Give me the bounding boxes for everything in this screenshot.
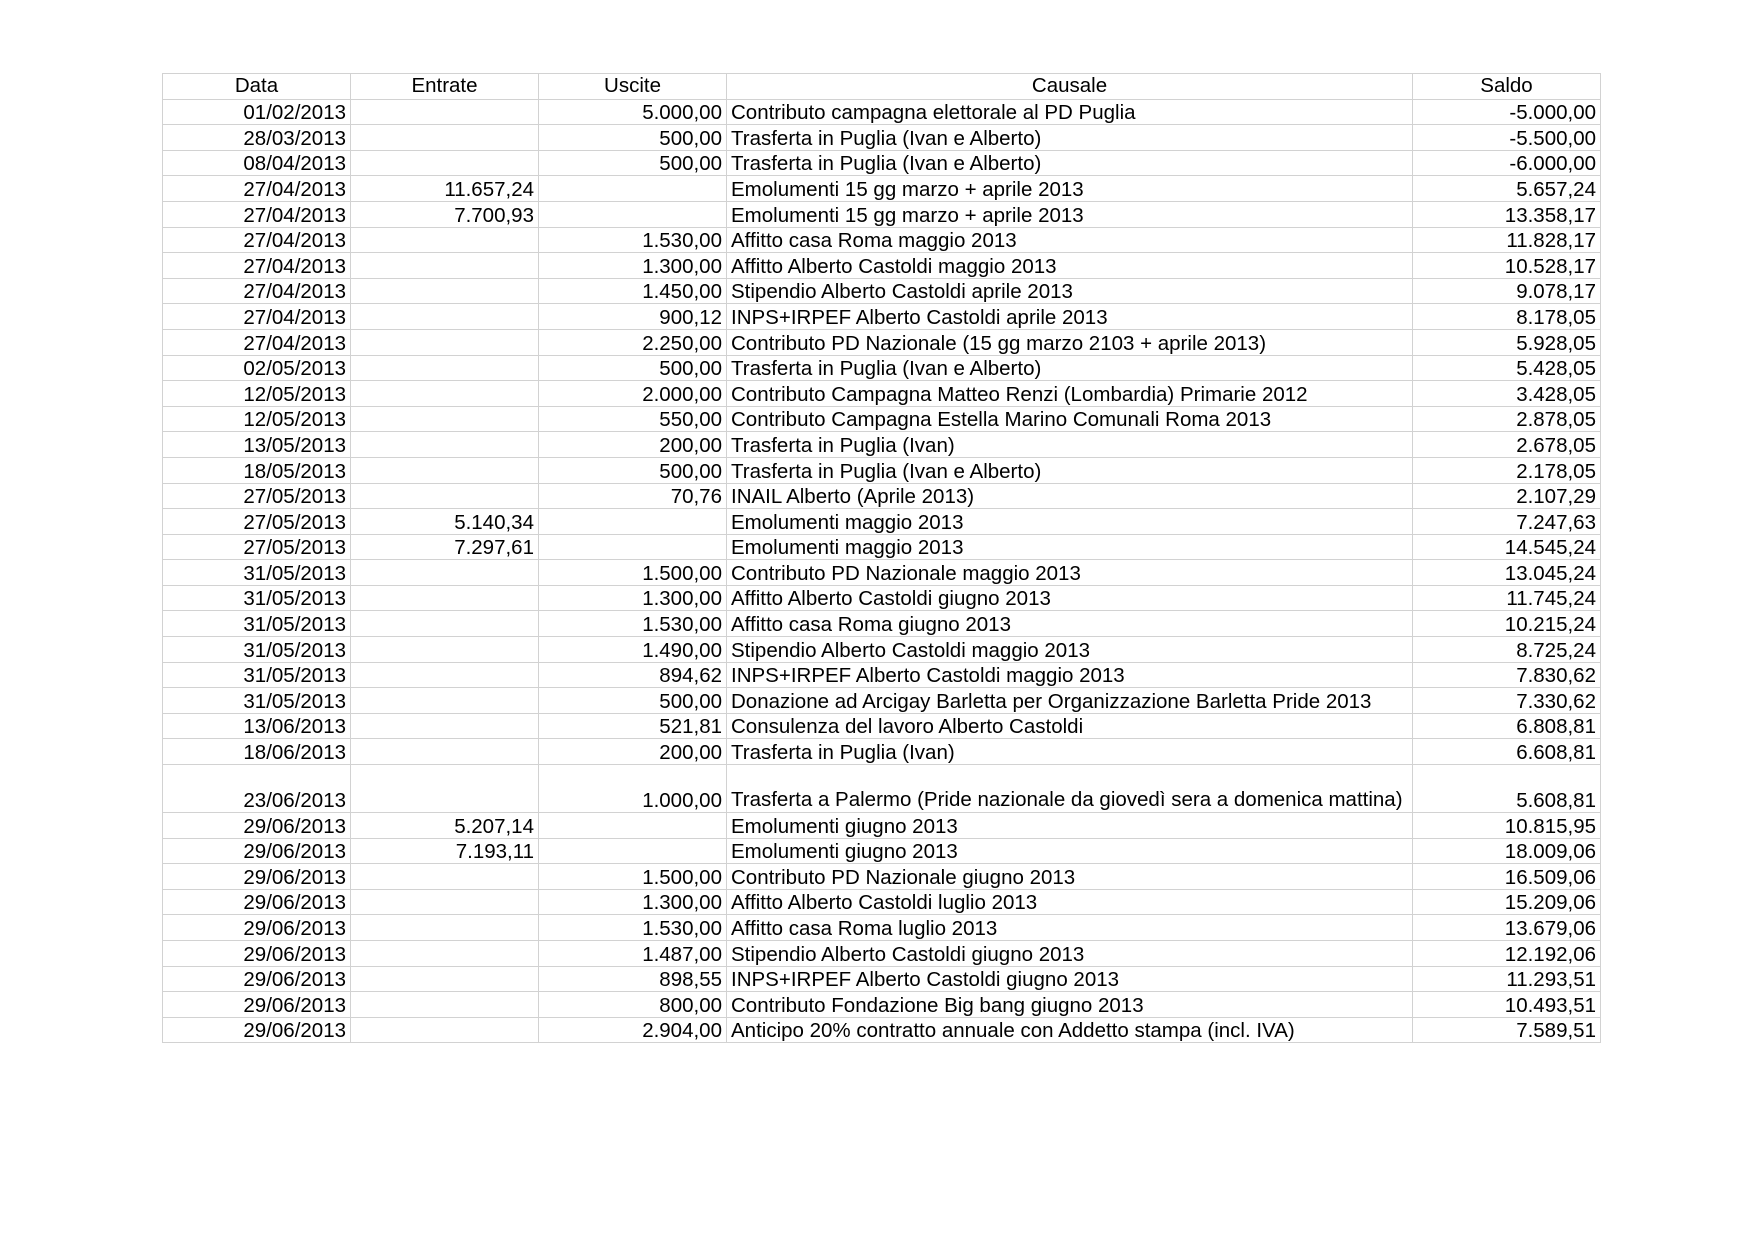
cell-entrate bbox=[351, 150, 539, 176]
cell-saldo: -5.000,00 bbox=[1413, 99, 1601, 125]
cell-data: 18/06/2013 bbox=[163, 739, 351, 765]
cell-data: 29/06/2013 bbox=[163, 1017, 351, 1043]
cell-saldo: 10.815,95 bbox=[1413, 813, 1601, 839]
cell-data: 27/04/2013 bbox=[163, 278, 351, 304]
cell-causale: Stipendio Alberto Castoldi giugno 2013 bbox=[727, 941, 1413, 967]
cell-uscite: 900,12 bbox=[539, 304, 727, 330]
cell-causale: Trasferta a Palermo (Pride nazionale da giovedì sera a domenica mattina) bbox=[727, 765, 1413, 813]
cell-saldo: 6.808,81 bbox=[1413, 713, 1601, 739]
cell-entrate bbox=[351, 125, 539, 151]
cell-data: 29/06/2013 bbox=[163, 941, 351, 967]
cell-data: 31/05/2013 bbox=[163, 637, 351, 663]
table-row bbox=[163, 713, 1601, 739]
cell-entrate bbox=[351, 966, 539, 992]
cell-saldo: 16.509,06 bbox=[1413, 864, 1601, 890]
table-row bbox=[163, 406, 1601, 432]
table-row bbox=[163, 1017, 1601, 1043]
table-row bbox=[163, 585, 1601, 611]
table-row bbox=[163, 838, 1601, 864]
cell-entrate bbox=[351, 406, 539, 432]
cell-causale: Trasferta in Puglia (Ivan) bbox=[727, 432, 1413, 458]
cell-saldo: 13.358,17 bbox=[1413, 201, 1601, 227]
cell-data: 02/05/2013 bbox=[163, 355, 351, 381]
cell-saldo: 5.928,05 bbox=[1413, 329, 1601, 355]
cell-entrate bbox=[351, 662, 539, 688]
cell-saldo: 7.330,62 bbox=[1413, 688, 1601, 714]
cell-causale: Contributo Fondazione Big bang giugno 2013 bbox=[727, 992, 1413, 1018]
cell-uscite: 1.000,00 bbox=[539, 765, 727, 813]
cell-entrate bbox=[351, 432, 539, 458]
cell-entrate bbox=[351, 864, 539, 890]
cell-data: 31/05/2013 bbox=[163, 662, 351, 688]
table-row bbox=[163, 637, 1601, 663]
cell-uscite bbox=[539, 838, 727, 864]
cell-saldo: 7.830,62 bbox=[1413, 662, 1601, 688]
cell-uscite: 200,00 bbox=[539, 432, 727, 458]
cell-causale: Emolumenti 15 gg marzo + aprile 2013 bbox=[727, 201, 1413, 227]
header-saldo: Saldo bbox=[1413, 74, 1601, 100]
cell-entrate bbox=[351, 253, 539, 279]
cell-entrate bbox=[351, 355, 539, 381]
cell-saldo: 7.589,51 bbox=[1413, 1017, 1601, 1043]
cell-uscite: 500,00 bbox=[539, 150, 727, 176]
cell-entrate bbox=[351, 585, 539, 611]
cell-causale: Contributo PD Nazionale maggio 2013 bbox=[727, 560, 1413, 586]
cell-saldo: 13.045,24 bbox=[1413, 560, 1601, 586]
cell-saldo: 2.878,05 bbox=[1413, 406, 1601, 432]
cell-entrate bbox=[351, 560, 539, 586]
cell-entrate bbox=[351, 688, 539, 714]
cell-data: 27/04/2013 bbox=[163, 227, 351, 253]
cell-data: 28/03/2013 bbox=[163, 125, 351, 151]
table-row bbox=[163, 889, 1601, 915]
table-row bbox=[163, 201, 1601, 227]
cell-uscite bbox=[539, 534, 727, 560]
cell-causale: Trasferta in Puglia (Ivan e Alberto) bbox=[727, 125, 1413, 151]
cell-uscite: 2.250,00 bbox=[539, 329, 727, 355]
cell-causale: Consulenza del lavoro Alberto Castoldi bbox=[727, 713, 1413, 739]
cell-causale: Emolumenti giugno 2013 bbox=[727, 813, 1413, 839]
cell-causale: Emolumenti giugno 2013 bbox=[727, 838, 1413, 864]
cell-causale: Trasferta in Puglia (Ivan e Alberto) bbox=[727, 457, 1413, 483]
cell-causale: Affitto Alberto Castoldi maggio 2013 bbox=[727, 253, 1413, 279]
cell-uscite: 5.000,00 bbox=[539, 99, 727, 125]
cell-data: 27/04/2013 bbox=[163, 329, 351, 355]
cell-saldo: 10.528,17 bbox=[1413, 253, 1601, 279]
cell-saldo: 13.679,06 bbox=[1413, 915, 1601, 941]
cell-entrate bbox=[351, 227, 539, 253]
cell-causale: Contributo campagna elettorale al PD Puglia bbox=[727, 99, 1413, 125]
cell-uscite: 500,00 bbox=[539, 125, 727, 151]
cell-causale: Contributo Campagna Estella Marino Comunali Roma 2013 bbox=[727, 406, 1413, 432]
header-row bbox=[163, 74, 1601, 100]
cell-causale: INPS+IRPEF Alberto Castoldi aprile 2013 bbox=[727, 304, 1413, 330]
cell-saldo: 8.178,05 bbox=[1413, 304, 1601, 330]
table-row bbox=[163, 662, 1601, 688]
cell-data: 29/06/2013 bbox=[163, 992, 351, 1018]
cell-uscite: 2.000,00 bbox=[539, 381, 727, 407]
cell-saldo: 5.657,24 bbox=[1413, 176, 1601, 202]
cell-uscite: 1.490,00 bbox=[539, 637, 727, 663]
cell-causale: INPS+IRPEF Alberto Castoldi giugno 2013 bbox=[727, 966, 1413, 992]
ledger-table bbox=[162, 73, 1601, 1043]
table-row bbox=[163, 534, 1601, 560]
cell-saldo: 8.725,24 bbox=[1413, 637, 1601, 663]
cell-saldo: 5.428,05 bbox=[1413, 355, 1601, 381]
table-row bbox=[163, 864, 1601, 890]
cell-data: 29/06/2013 bbox=[163, 966, 351, 992]
cell-data: 31/05/2013 bbox=[163, 560, 351, 586]
cell-saldo: 11.293,51 bbox=[1413, 966, 1601, 992]
cell-data: 31/05/2013 bbox=[163, 611, 351, 637]
cell-causale: Trasferta in Puglia (Ivan e Alberto) bbox=[727, 355, 1413, 381]
cell-causale: INPS+IRPEF Alberto Castoldi maggio 2013 bbox=[727, 662, 1413, 688]
cell-causale: Trasferta in Puglia (Ivan e Alberto) bbox=[727, 150, 1413, 176]
cell-entrate bbox=[351, 637, 539, 663]
cell-data: 12/05/2013 bbox=[163, 406, 351, 432]
cell-data: 27/04/2013 bbox=[163, 304, 351, 330]
cell-uscite: 500,00 bbox=[539, 688, 727, 714]
table-row bbox=[163, 560, 1601, 586]
cell-uscite: 1.300,00 bbox=[539, 585, 727, 611]
cell-entrate bbox=[351, 889, 539, 915]
cell-entrate: 7.297,61 bbox=[351, 534, 539, 560]
cell-entrate: 7.700,93 bbox=[351, 201, 539, 227]
cell-uscite bbox=[539, 201, 727, 227]
header-data: Data bbox=[163, 74, 351, 100]
cell-uscite bbox=[539, 509, 727, 535]
table-row bbox=[163, 765, 1601, 813]
cell-uscite: 800,00 bbox=[539, 992, 727, 1018]
cell-uscite bbox=[539, 813, 727, 839]
cell-data: 29/06/2013 bbox=[163, 838, 351, 864]
cell-saldo: 15.209,06 bbox=[1413, 889, 1601, 915]
cell-saldo: 5.608,81 bbox=[1413, 765, 1601, 813]
table-row bbox=[163, 509, 1601, 535]
cell-saldo: 10.493,51 bbox=[1413, 992, 1601, 1018]
cell-data: 29/06/2013 bbox=[163, 864, 351, 890]
table-row bbox=[163, 432, 1601, 458]
cell-data: 08/04/2013 bbox=[163, 150, 351, 176]
cell-saldo: 11.828,17 bbox=[1413, 227, 1601, 253]
cell-causale: Contributo Campagna Matteo Renzi (Lombardia) Primarie 2012 bbox=[727, 381, 1413, 407]
cell-causale: Affitto casa Roma maggio 2013 bbox=[727, 227, 1413, 253]
table-row bbox=[163, 176, 1601, 202]
table-row bbox=[163, 150, 1601, 176]
table-row bbox=[163, 611, 1601, 637]
cell-causale: Affitto Alberto Castoldi giugno 2013 bbox=[727, 585, 1413, 611]
cell-uscite: 1.300,00 bbox=[539, 889, 727, 915]
cell-uscite: 894,62 bbox=[539, 662, 727, 688]
cell-uscite: 2.904,00 bbox=[539, 1017, 727, 1043]
cell-entrate bbox=[351, 765, 539, 813]
cell-causale: Affitto casa Roma luglio 2013 bbox=[727, 915, 1413, 941]
table-row bbox=[163, 992, 1601, 1018]
table-row bbox=[163, 278, 1601, 304]
cell-data: 29/06/2013 bbox=[163, 813, 351, 839]
cell-uscite: 1.450,00 bbox=[539, 278, 727, 304]
cell-uscite bbox=[539, 176, 727, 202]
cell-entrate bbox=[351, 713, 539, 739]
table-row bbox=[163, 355, 1601, 381]
cell-saldo: 14.545,24 bbox=[1413, 534, 1601, 560]
cell-causale: Stipendio Alberto Castoldi maggio 2013 bbox=[727, 637, 1413, 663]
cell-entrate bbox=[351, 941, 539, 967]
table-row bbox=[163, 966, 1601, 992]
cell-uscite: 500,00 bbox=[539, 355, 727, 381]
cell-entrate: 5.207,14 bbox=[351, 813, 539, 839]
cell-entrate: 7.193,11 bbox=[351, 838, 539, 864]
cell-entrate bbox=[351, 483, 539, 509]
table-row bbox=[163, 457, 1601, 483]
table-row bbox=[163, 915, 1601, 941]
cell-data: 27/05/2013 bbox=[163, 534, 351, 560]
cell-entrate bbox=[351, 278, 539, 304]
cell-causale: INAIL Alberto (Aprile 2013) bbox=[727, 483, 1413, 509]
cell-data: 12/05/2013 bbox=[163, 381, 351, 407]
cell-entrate bbox=[351, 739, 539, 765]
cell-uscite: 1.500,00 bbox=[539, 560, 727, 586]
cell-entrate: 5.140,34 bbox=[351, 509, 539, 535]
cell-saldo: 11.745,24 bbox=[1413, 585, 1601, 611]
cell-uscite: 200,00 bbox=[539, 739, 727, 765]
cell-uscite: 1.487,00 bbox=[539, 941, 727, 967]
cell-data: 27/05/2013 bbox=[163, 509, 351, 535]
cell-causale: Emolumenti maggio 2013 bbox=[727, 509, 1413, 535]
header-uscite: Uscite bbox=[539, 74, 727, 100]
cell-saldo: 3.428,05 bbox=[1413, 381, 1601, 407]
cell-causale: Emolumenti maggio 2013 bbox=[727, 534, 1413, 560]
table-row bbox=[163, 125, 1601, 151]
header-causale: Causale bbox=[727, 74, 1413, 100]
cell-data: 27/04/2013 bbox=[163, 253, 351, 279]
cell-causale: Affitto Alberto Castoldi luglio 2013 bbox=[727, 889, 1413, 915]
table-row bbox=[163, 99, 1601, 125]
cell-entrate bbox=[351, 457, 539, 483]
cell-saldo: 2.678,05 bbox=[1413, 432, 1601, 458]
table-row bbox=[163, 227, 1601, 253]
cell-uscite: 1.530,00 bbox=[539, 611, 727, 637]
ledger-body bbox=[163, 99, 1601, 1043]
cell-saldo: 9.078,17 bbox=[1413, 278, 1601, 304]
cell-uscite: 550,00 bbox=[539, 406, 727, 432]
cell-entrate: 11.657,24 bbox=[351, 176, 539, 202]
cell-saldo: 2.107,29 bbox=[1413, 483, 1601, 509]
header-entrate: Entrate bbox=[351, 74, 539, 100]
table-row bbox=[163, 253, 1601, 279]
cell-saldo: 12.192,06 bbox=[1413, 941, 1601, 967]
cell-data: 27/05/2013 bbox=[163, 483, 351, 509]
cell-saldo: -5.500,00 bbox=[1413, 125, 1601, 151]
cell-data: 31/05/2013 bbox=[163, 688, 351, 714]
table-row bbox=[163, 329, 1601, 355]
cell-causale: Contributo PD Nazionale giugno 2013 bbox=[727, 864, 1413, 890]
cell-uscite: 898,55 bbox=[539, 966, 727, 992]
cell-uscite: 521,81 bbox=[539, 713, 727, 739]
cell-data: 18/05/2013 bbox=[163, 457, 351, 483]
cell-saldo: -6.000,00 bbox=[1413, 150, 1601, 176]
cell-data: 13/05/2013 bbox=[163, 432, 351, 458]
cell-saldo: 7.247,63 bbox=[1413, 509, 1601, 535]
cell-entrate bbox=[351, 99, 539, 125]
cell-entrate bbox=[351, 611, 539, 637]
cell-causale: Emolumenti 15 gg marzo + aprile 2013 bbox=[727, 176, 1413, 202]
cell-uscite: 1.530,00 bbox=[539, 915, 727, 941]
cell-entrate bbox=[351, 304, 539, 330]
cell-causale: Anticipo 20% contratto annuale con Addetto stampa (incl. IVA) bbox=[727, 1017, 1413, 1043]
cell-data: 29/06/2013 bbox=[163, 889, 351, 915]
cell-saldo: 18.009,06 bbox=[1413, 838, 1601, 864]
cell-entrate bbox=[351, 1017, 539, 1043]
cell-data: 23/06/2013 bbox=[163, 765, 351, 813]
table-row bbox=[163, 304, 1601, 330]
cell-data: 31/05/2013 bbox=[163, 585, 351, 611]
table-row bbox=[163, 739, 1601, 765]
table-row bbox=[163, 381, 1601, 407]
cell-uscite: 70,76 bbox=[539, 483, 727, 509]
table-row bbox=[163, 813, 1601, 839]
cell-entrate bbox=[351, 381, 539, 407]
cell-entrate bbox=[351, 915, 539, 941]
cell-saldo: 6.608,81 bbox=[1413, 739, 1601, 765]
cell-uscite: 500,00 bbox=[539, 457, 727, 483]
cell-data: 27/04/2013 bbox=[163, 201, 351, 227]
cell-causale: Affitto casa Roma giugno 2013 bbox=[727, 611, 1413, 637]
table-row bbox=[163, 483, 1601, 509]
cell-saldo: 10.215,24 bbox=[1413, 611, 1601, 637]
table-row bbox=[163, 941, 1601, 967]
cell-causale: Trasferta in Puglia (Ivan) bbox=[727, 739, 1413, 765]
cell-causale: Donazione ad Arcigay Barletta per Organizzazione Barletta Pride 2013 bbox=[727, 688, 1413, 714]
cell-causale: Contributo PD Nazionale (15 gg marzo 2103 + aprile 2013) bbox=[727, 329, 1413, 355]
cell-uscite: 1.500,00 bbox=[539, 864, 727, 890]
cell-data: 27/04/2013 bbox=[163, 176, 351, 202]
cell-entrate bbox=[351, 329, 539, 355]
cell-entrate bbox=[351, 992, 539, 1018]
cell-data: 13/06/2013 bbox=[163, 713, 351, 739]
cell-uscite: 1.530,00 bbox=[539, 227, 727, 253]
cell-uscite: 1.300,00 bbox=[539, 253, 727, 279]
cell-data: 01/02/2013 bbox=[163, 99, 351, 125]
cell-data: 29/06/2013 bbox=[163, 915, 351, 941]
cell-causale: Stipendio Alberto Castoldi aprile 2013 bbox=[727, 278, 1413, 304]
cell-saldo: 2.178,05 bbox=[1413, 457, 1601, 483]
table-row bbox=[163, 688, 1601, 714]
